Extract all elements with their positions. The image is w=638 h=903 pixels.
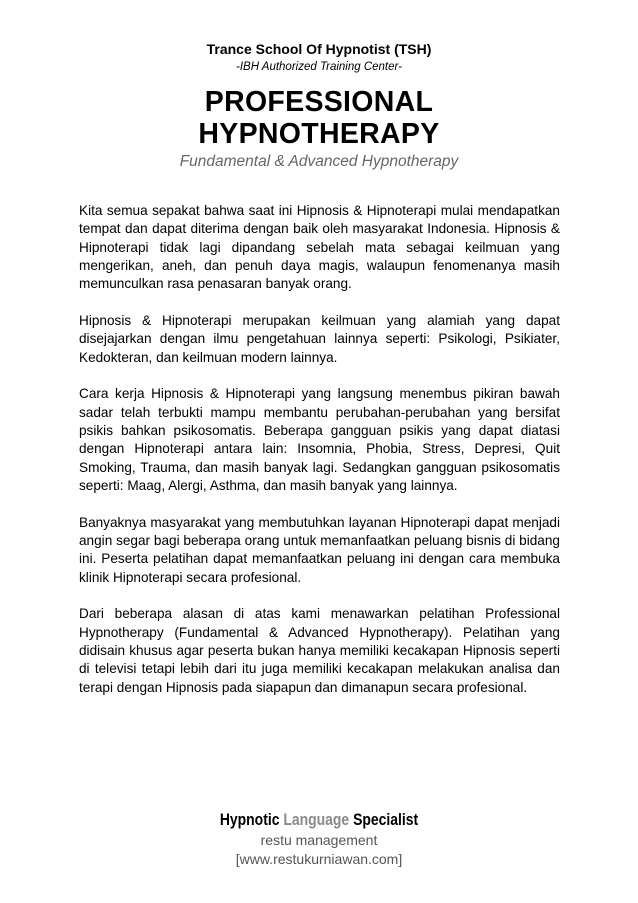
paragraph-4: Banyaknya masyarakat yang membutuhkan layanan Hipnoterapi dapat menjadi angin segar bagi beberapa orang untuk memanfaatkan peluang bisnis di bidang ini. Peserta pelatihan dapat memanfaatkan peluang ini dengan cara membuka klinik Hipnoterapi secara profesional. bbox=[79, 514, 560, 585]
brand-part-2: Language bbox=[283, 810, 350, 829]
school-name: Trance School Of Hypnotist (TSH) bbox=[206, 41, 432, 57]
website-link[interactable]: [www.restukurniawan.com] bbox=[235, 851, 403, 867]
title-block bbox=[0, 86, 638, 172]
body-text bbox=[79, 202, 560, 715]
paragraph-1: Kita semua sepakat bahwa saat ini Hipnosis & Hipnoterapi mulai mendapatkan tempat dan dapat diterima dengan baik oleh masyarakat Indonesia. Hipnosis & Hipnoterapi tidak lagi dipandang sebelah mata sebagai keilmuan yang mengerikan, aneh, dan penuh daya magis, walaupun fenomenanya masih memunculkan rasa penasaran banyak orang. bbox=[79, 203, 560, 292]
header bbox=[0, 40, 638, 75]
title-line-1: PROFESSIONAL bbox=[204, 86, 434, 118]
title-subtitle: Fundamental & Advanced Hypnotherapy bbox=[179, 153, 459, 170]
brand-part-1: Hypnotic bbox=[219, 810, 280, 829]
footer bbox=[0, 809, 638, 869]
organization-name: restu management bbox=[260, 832, 378, 848]
paragraph-2: Hipnosis & Hipnoterapi merupakan keilmuan yang alamiah yang dapat disejajarkan dengan ilmu pengetahuan lainnya seperti: Psikologi, Psikiater, Kedokteran, dan keilmuan modern lainnya. bbox=[79, 312, 560, 365]
brand-logo-text bbox=[57, 809, 580, 831]
brand-part-3: Specialist bbox=[353, 810, 419, 829]
paragraph-3: Cara kerja Hipnosis & Hipnoterapi yang langsung menembus pikiran bawah sadar telah terbukti mampu membantu perubahan-perubahan yang bersifat psikis bahkan psikosomatis. Beberapa gangguan psikis yang dapat diatasi dengan Hipnoterapi antara lain: Insomnia, Phobia, Stress, Depresi, Quit Smoking, Trauma, dan masih banyak lagi. Sedangkan gangguan psikosomatis seperti: Maag, Alergi, Asthma, dan masih banyak yang lainnya. bbox=[79, 386, 560, 493]
paragraph-5: Dari beberapa alasan di atas kami menawarkan pelatihan Professional Hypnotherapy (Fundamental & Advanced Hypnotherapy). Pelatihan yang didisain khusus agar peserta bukan hanya memiliki kecakapan Hipnosis seperti di televisi tetapi lebih dari itu juga memiliki kecakapan melakukan analisa dan terapi dengan Hipnosis pada siapapun dan dimanapun secara profesional. bbox=[79, 606, 560, 695]
school-subtitle: -IBH Authorized Training Center- bbox=[236, 61, 402, 73]
title-line-2: HYPNOTHERAPY bbox=[198, 118, 440, 150]
